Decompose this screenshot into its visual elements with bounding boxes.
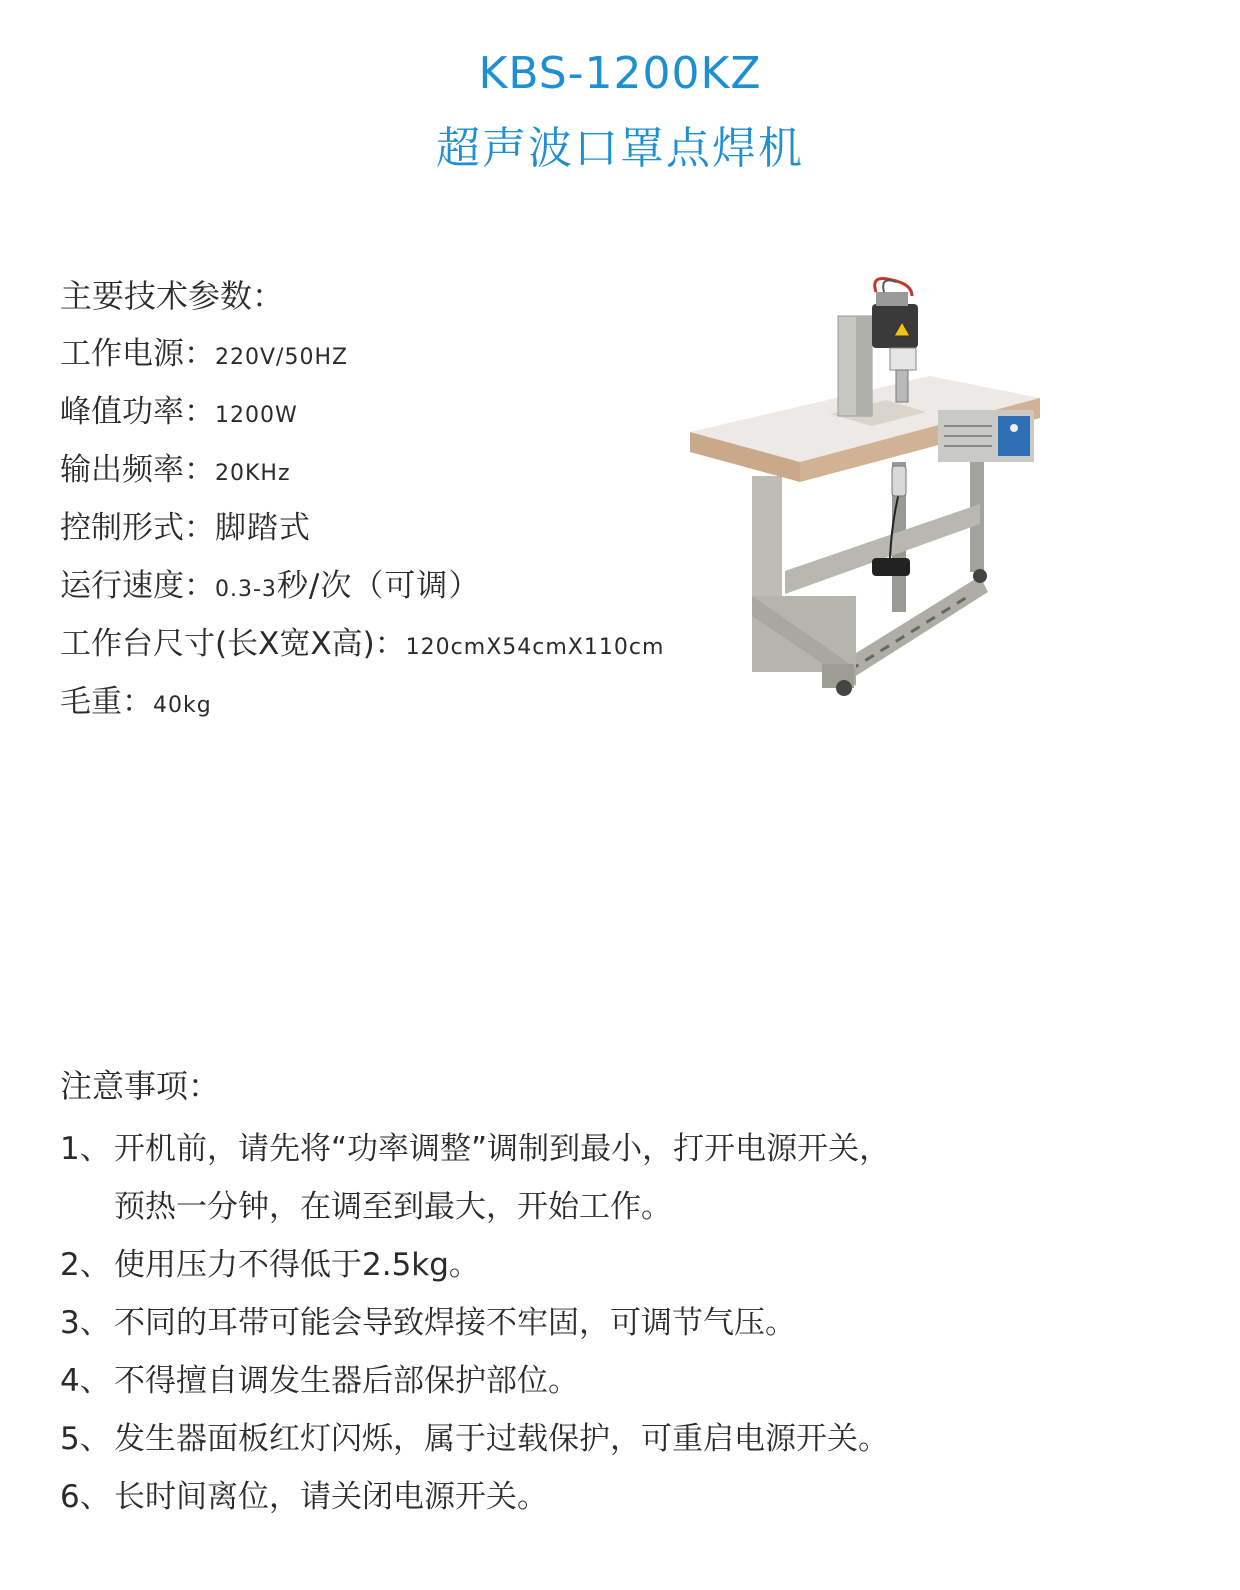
spec-value: 脚踏式 <box>215 510 311 546</box>
notes-section <box>60 1062 890 1526</box>
spec-value: 0.3-3 <box>215 577 277 602</box>
spec-row-power <box>60 330 664 388</box>
spec-value: 40kg <box>153 693 212 718</box>
note-line: 使用压力不得低于2.5kg。 <box>114 1247 480 1283</box>
spec-label: 控制形式： <box>60 510 215 546</box>
note-line: 长时间离位，请关闭电源开关。 <box>114 1479 548 1515</box>
note-line: 开机前，请先将“功率调整”调制到最小，打开电源开关， <box>114 1131 891 1167</box>
spec-label: 工作电源： <box>60 336 215 372</box>
note-line: 不得擅自调发生器后部保护部位。 <box>114 1363 579 1399</box>
caster-wheel-icon <box>973 569 987 583</box>
note-item <box>60 1294 890 1352</box>
machine-cross-bar <box>785 504 980 594</box>
spec-row-weight <box>60 678 664 736</box>
spec-row-peak-power <box>60 388 664 446</box>
note-item <box>60 1410 890 1468</box>
foot-pedal <box>872 558 910 576</box>
spec-value: 120cmX54cmX110cm <box>405 635 665 660</box>
spec-row-frequency <box>60 446 664 504</box>
note-item <box>60 1236 890 1294</box>
welding-horn <box>896 370 908 402</box>
note-number: 5、 <box>60 1421 111 1457</box>
spec-label: 输出频率： <box>60 452 215 488</box>
spec-heading: 主要技术参数： <box>60 277 285 315</box>
spec-value: 1200W <box>215 403 298 428</box>
note-line: 发生器面板红灯闪烁，属于过载保护，可重启电源开关。 <box>114 1421 889 1457</box>
note-number: 2、 <box>60 1247 111 1283</box>
notes-heading: 注意事项： <box>60 1067 221 1105</box>
spec-label: 毛重： <box>60 684 153 720</box>
spec-section <box>60 272 664 736</box>
note-line: 预热一分钟，在调至到最大，开始工作。 <box>114 1189 672 1225</box>
note-item <box>60 1352 890 1410</box>
note-item <box>60 1468 890 1526</box>
spec-label: 运行速度： <box>60 568 215 604</box>
note-number: 1、 <box>60 1131 111 1167</box>
caster-wheel-icon <box>836 680 852 696</box>
spec-row-control <box>60 504 664 562</box>
note-item <box>60 1120 890 1236</box>
note-line: 不同的耳带可能会导致焊接不牢固，可调节气压。 <box>114 1305 796 1341</box>
product-model: KBS-1200KZ <box>478 48 762 99</box>
note-number: 3、 <box>60 1305 111 1341</box>
spec-value: 20KHz <box>215 461 291 486</box>
spec-value-suffix: 秒/次（可调） <box>276 568 481 604</box>
product-title: 超声波口罩点焊机 <box>436 123 804 174</box>
spec-label: 工作台尺寸(长X宽X高)： <box>60 626 406 662</box>
spec-value: 220V/50HZ <box>215 345 349 370</box>
spec-row-speed <box>60 562 664 620</box>
spec-row-table-size <box>60 620 664 678</box>
note-number: 6、 <box>60 1479 111 1515</box>
welding-head <box>872 304 918 348</box>
machine-photo <box>680 276 1050 706</box>
spec-label: 峰值功率： <box>60 394 215 430</box>
note-number: 4、 <box>60 1363 111 1399</box>
